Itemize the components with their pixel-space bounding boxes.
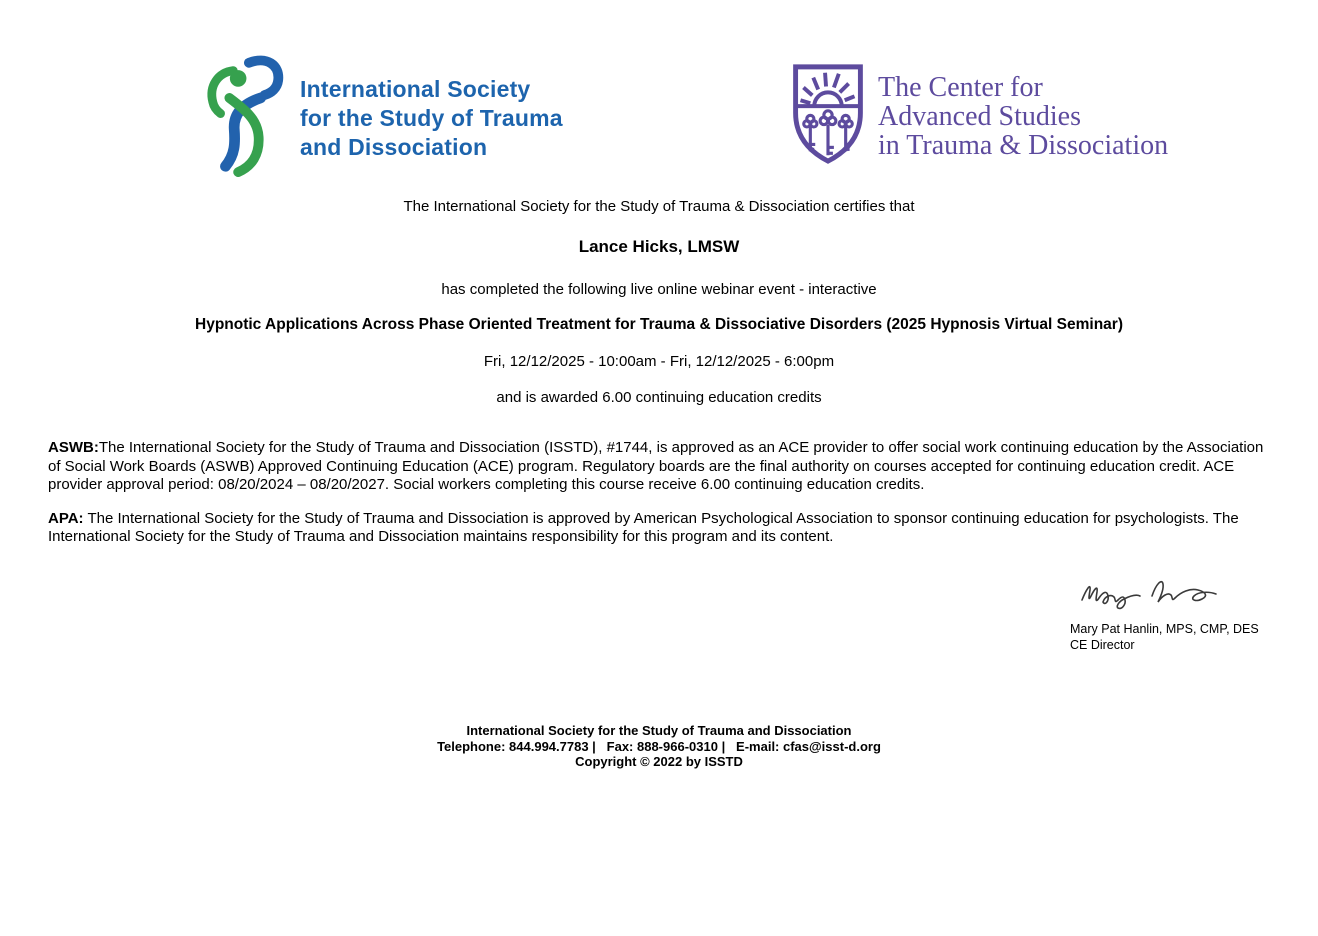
footer-org: International Society for the Study of Trauma and Dissociation: [466, 723, 852, 738]
signature-scribble-icon: [1070, 566, 1270, 614]
certificate-body: [0, 198, 1318, 406]
event-dates: Fri, 12/12/2025 - 10:00am - Fri, 12/12/2025 - 6:00pm: [483, 353, 835, 370]
apa-paragraph: [48, 510, 1272, 547]
apa-text: The International Society for the Study of Trauma and Dissociation is approved by American Psychological Association to sponsor continuing education for psychologists. The International Society for the Study of Trauma and Dissociation maintains responsibility for this program and its content.: [48, 509, 1239, 545]
castd-logo-line-2: Advanced Studies: [878, 101, 1081, 132]
castd-logo-text: [878, 73, 1168, 160]
isstd-logo: [198, 55, 563, 182]
aswb-text: The International Society for the Study of Trauma and Dissociation (ISSTD), #1744, is approved as an ACE provider to offer social work continuing education by the Association of Social Work Boards (ASWB) Approved Continuing Education (ACE) program. Regulatory boards are the final authority on courses accepted for continuing education credit. ACE provider approval period: 08/20/2024 – 08/20/2027. Social workers completing this course receive 6.00 continuing education credits.: [48, 439, 1264, 493]
credits-line: and is awarded 6.00 continuing education credits: [496, 389, 822, 406]
signature-block: [1070, 566, 1270, 652]
footer: [0, 723, 1318, 770]
apa-label: APA:: [48, 509, 84, 527]
isstd-logo-icon: [198, 55, 290, 182]
isstd-logo-line-2: for the Study of Trauma: [300, 105, 563, 131]
signer-name: Mary Pat Hanlin, MPS, CMP, DES: [1070, 622, 1259, 636]
isstd-logo-line-1: International Society: [300, 76, 531, 102]
certifies-line: The International Society for the Study of Trauma & Dissociation certifies that: [403, 198, 915, 215]
castd-logo-line-1: The Center for: [878, 72, 1043, 103]
isstd-logo-line-3: and Dissociation: [300, 134, 488, 160]
footer-copyright: Copyright © 2022 by ISSTD: [575, 754, 743, 769]
aswb-paragraph: [48, 439, 1272, 495]
aswb-label: ASWB:: [48, 439, 99, 456]
castd-logo-line-3: in Trauma & Dissociation: [878, 130, 1169, 161]
recipient-name: Lance Hicks, LMSW: [578, 237, 740, 256]
accreditation-section: [48, 439, 1272, 547]
isstd-logo-text: [300, 75, 563, 162]
event-title: Hypnotic Applications Across Phase Oriented Treatment for Trauma & Dissociative Disorders (2025 Hypnosis Virtual Seminar): [195, 316, 1123, 333]
castd-logo: [788, 60, 1168, 173]
castd-shield-icon: [788, 60, 868, 173]
footer-contact: Telephone: 844.994.7783 | Fax: 888-966-0310 | E-mail: cfas@isst-d.org: [437, 738, 881, 754]
completed-line: has completed the following live online webinar event - interactive: [441, 281, 877, 298]
signer-title: CE Director: [1070, 638, 1135, 652]
